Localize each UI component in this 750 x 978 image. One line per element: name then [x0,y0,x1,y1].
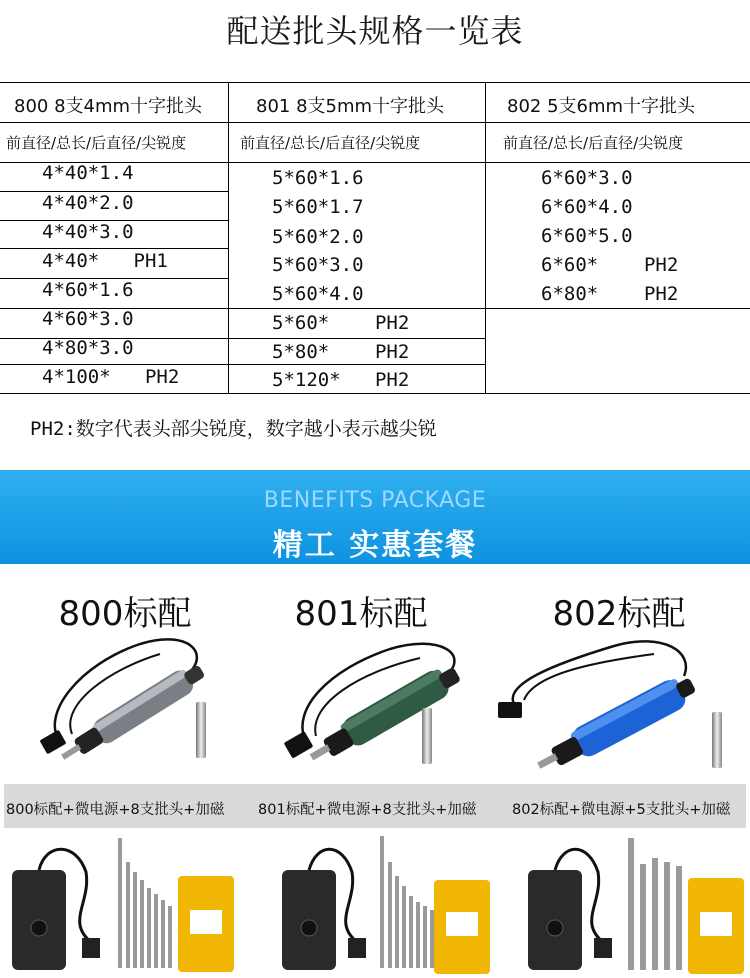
banner-english-title: BENEFITS PACKAGE [263,488,487,513]
row-divider [228,162,485,163]
product-title-802: 802标配 [552,594,686,634]
sharpness-note: PH2:数字代表头部尖锐度，数字越小表示越尖锐 [30,418,437,440]
row-divider [0,393,228,394]
column-header: 800 8支4mm十字批头 [14,96,203,117]
accessory-set-800-image [6,832,246,978]
table-row: 6*60*5.0 [541,225,633,247]
column-header: 801 8支5mm十字批头 [256,96,445,117]
screwdriver-bit-image [196,702,206,758]
table-row: 4*60*1.6 [42,279,134,301]
table-row: 5*120* PH2 [272,369,410,391]
table-row: 5*60*2.0 [272,226,364,248]
accessory-set-801-image [262,832,502,978]
row-divider [0,248,228,249]
screwdriver-801-image [270,624,490,774]
screwdriver-802-image [494,624,714,774]
table-row: 4*40*1.4 [42,162,134,184]
column-subheader: 前直径/总长/后直径/尖锐度 [6,134,187,152]
table-row: 5*60*1.7 [272,196,364,218]
product-title-800: 800标配 [58,594,192,634]
package-label-800: 800标配+微电源+8支批头+加磁 [6,802,225,818]
table-row: 5*60*3.0 [272,254,364,276]
column-subheader: 前直径/总长/后直径/尖锐度 [503,134,684,152]
table-row: 6*80* PH2 [541,283,679,305]
table-row: 4*100* PH2 [42,366,180,388]
table-row: 4*60*3.0 [42,308,134,330]
screwdriver-800-image [20,624,240,774]
row-divider [485,308,750,309]
row-divider [228,364,485,365]
benefits-banner [0,470,750,564]
table-column-800 [0,82,228,394]
table-row: 4*80*3.0 [42,337,134,359]
table-column-802 [485,82,750,394]
table-row: 4*40*3.0 [42,221,134,243]
package-label-802: 802标配+微电源+5支批头+加磁 [512,802,731,818]
spec-table [0,82,750,394]
row-divider [485,393,750,394]
row-divider [228,338,485,339]
table-row: 6*60*4.0 [541,196,633,218]
row-divider [228,393,485,394]
accessory-set-802-image [508,832,748,978]
table-row: 6*60*3.0 [541,167,633,189]
page-title: 配送批头规格一览表 [226,12,524,50]
screwdriver-bit-image [712,712,722,768]
row-divider [485,162,750,163]
row-divider [228,308,485,309]
table-column-801 [228,82,485,394]
package-label-801: 801标配+微电源+8支批头+加磁 [258,802,477,818]
product-title-801: 801标配 [294,594,428,634]
column-header: 802 5支6mm十字批头 [507,96,696,117]
table-row: 4*40* PH1 [42,250,168,272]
column-subheader: 前直径/总长/后直径/尖锐度 [240,134,421,152]
table-row: 6*60* PH2 [541,254,679,276]
screwdriver-bit-image [422,708,432,764]
table-row: 5*60* PH2 [272,312,410,334]
banner-chinese-title: 精工 实惠套餐 [272,528,478,563]
table-row: 5*60*1.6 [272,167,364,189]
table-row: 5*60*4.0 [272,283,364,305]
row-divider [0,364,228,365]
table-row: 5*80* PH2 [272,341,410,363]
table-row: 4*40*2.0 [42,192,134,214]
